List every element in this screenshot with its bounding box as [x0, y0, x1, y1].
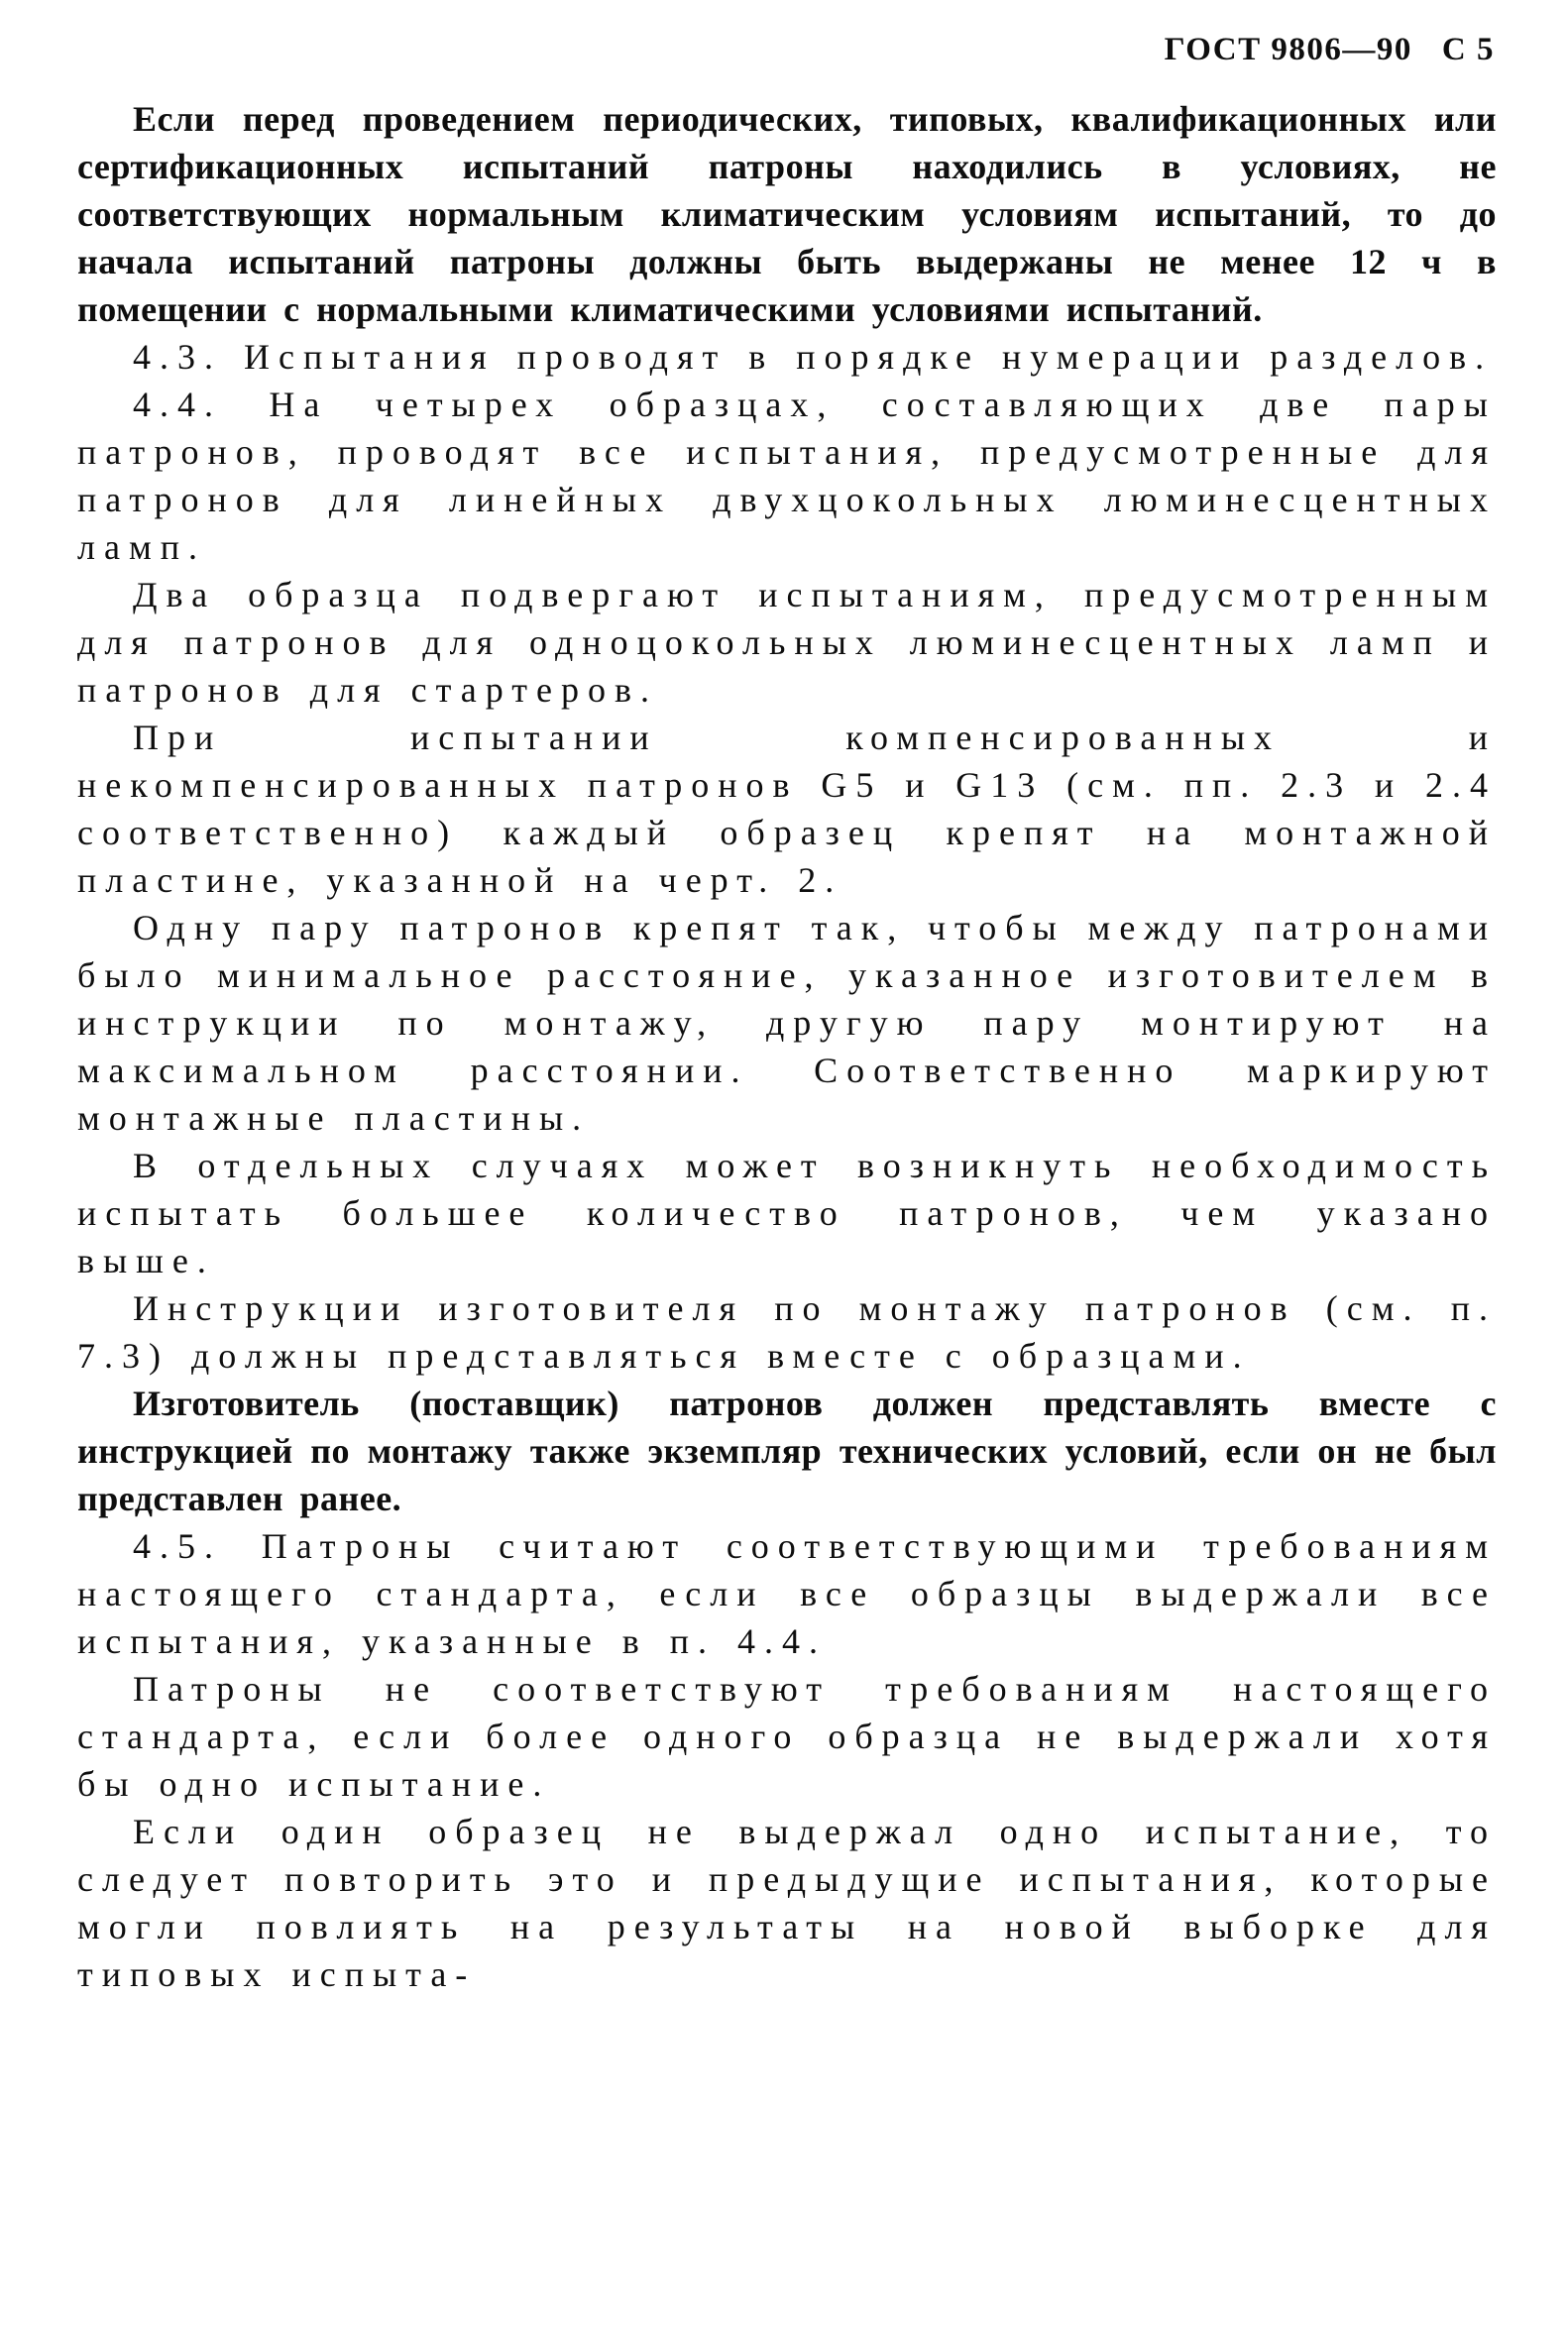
page-number: С 5	[1441, 32, 1495, 67]
paragraph: 4.3. Испытания проводят в порядке нумерации разделов.	[133, 337, 1494, 377]
paragraph: 4.4. На четырех образцах, составляющих две пары патронов, проводят все испытания, предусмотренные для патронов для линейных двухцокольных люминесцентных ламп.	[77, 385, 1497, 567]
page-header	[77, 30, 1497, 69]
paragraph: Патроны не соответствуют требованиям настоящего стандарта, если более одного образца не выдержали хотя бы одно испытание.	[77, 1669, 1497, 1804]
paragraph: Два образца подвергают испытаниям, предусмотренным для патронов для одноцокольных люминесцентных ламп и патронов для стартеров.	[77, 575, 1497, 710]
document-body	[77, 95, 1497, 1998]
paragraph: Если перед проведением периодических, типовых, квалификационных или сертификационных испытаний патроны находились в условиях, не соответствующих нормальным климатическим условиям испытаний, то до начала испытаний патроны должны быть выдержаны не менее 12 ч в помещении с нормальными климатическими условиями испытаний.	[77, 99, 1497, 329]
paragraph: При испытании компенсированных и некомпенсированных патронов G5 и G13 (см. пп. 2.3 и 2.4 соответственно) каждый образец крепят на монтажной пластине, указанной на черт. 2.	[77, 718, 1497, 900]
standard-number: ГОСТ 9806—90	[1164, 32, 1412, 67]
paragraph: 4.5. Патроны считают соответствующими требованиям настоящего стандарта, если все образцы выдержали все испытания, указанные в п. 4.4.	[77, 1526, 1497, 1661]
paragraph: Инструкции изготовителя по монтажу патронов (см. п. 7.3) должны представляться вместе с образцами.	[77, 1288, 1497, 1376]
paragraph: Если один образец не выдержал одно испытание, то следует повторить это и предыдущие испытания, которые могли повлиять на результаты на новой выборке для типовых испыта-	[77, 1812, 1497, 1994]
paragraph: Одну пару патронов крепят так, чтобы между патронами было минимальное расстояние, указанное изготовителем в инструкции по монтажу, другую пару монтируют на максимальном расстоянии. Соответственно маркируют монтажные пластины.	[77, 908, 1497, 1138]
paragraph: Изготовитель (поставщик) патронов должен представлять вместе с инструкцией по монтажу также экземпляр технических условий, если он не был представлен ранее.	[77, 1384, 1497, 1518]
paragraph: В отдельных случаях может возникнуть необходимость испытать большее количество патронов, чем указано выше.	[77, 1146, 1497, 1280]
